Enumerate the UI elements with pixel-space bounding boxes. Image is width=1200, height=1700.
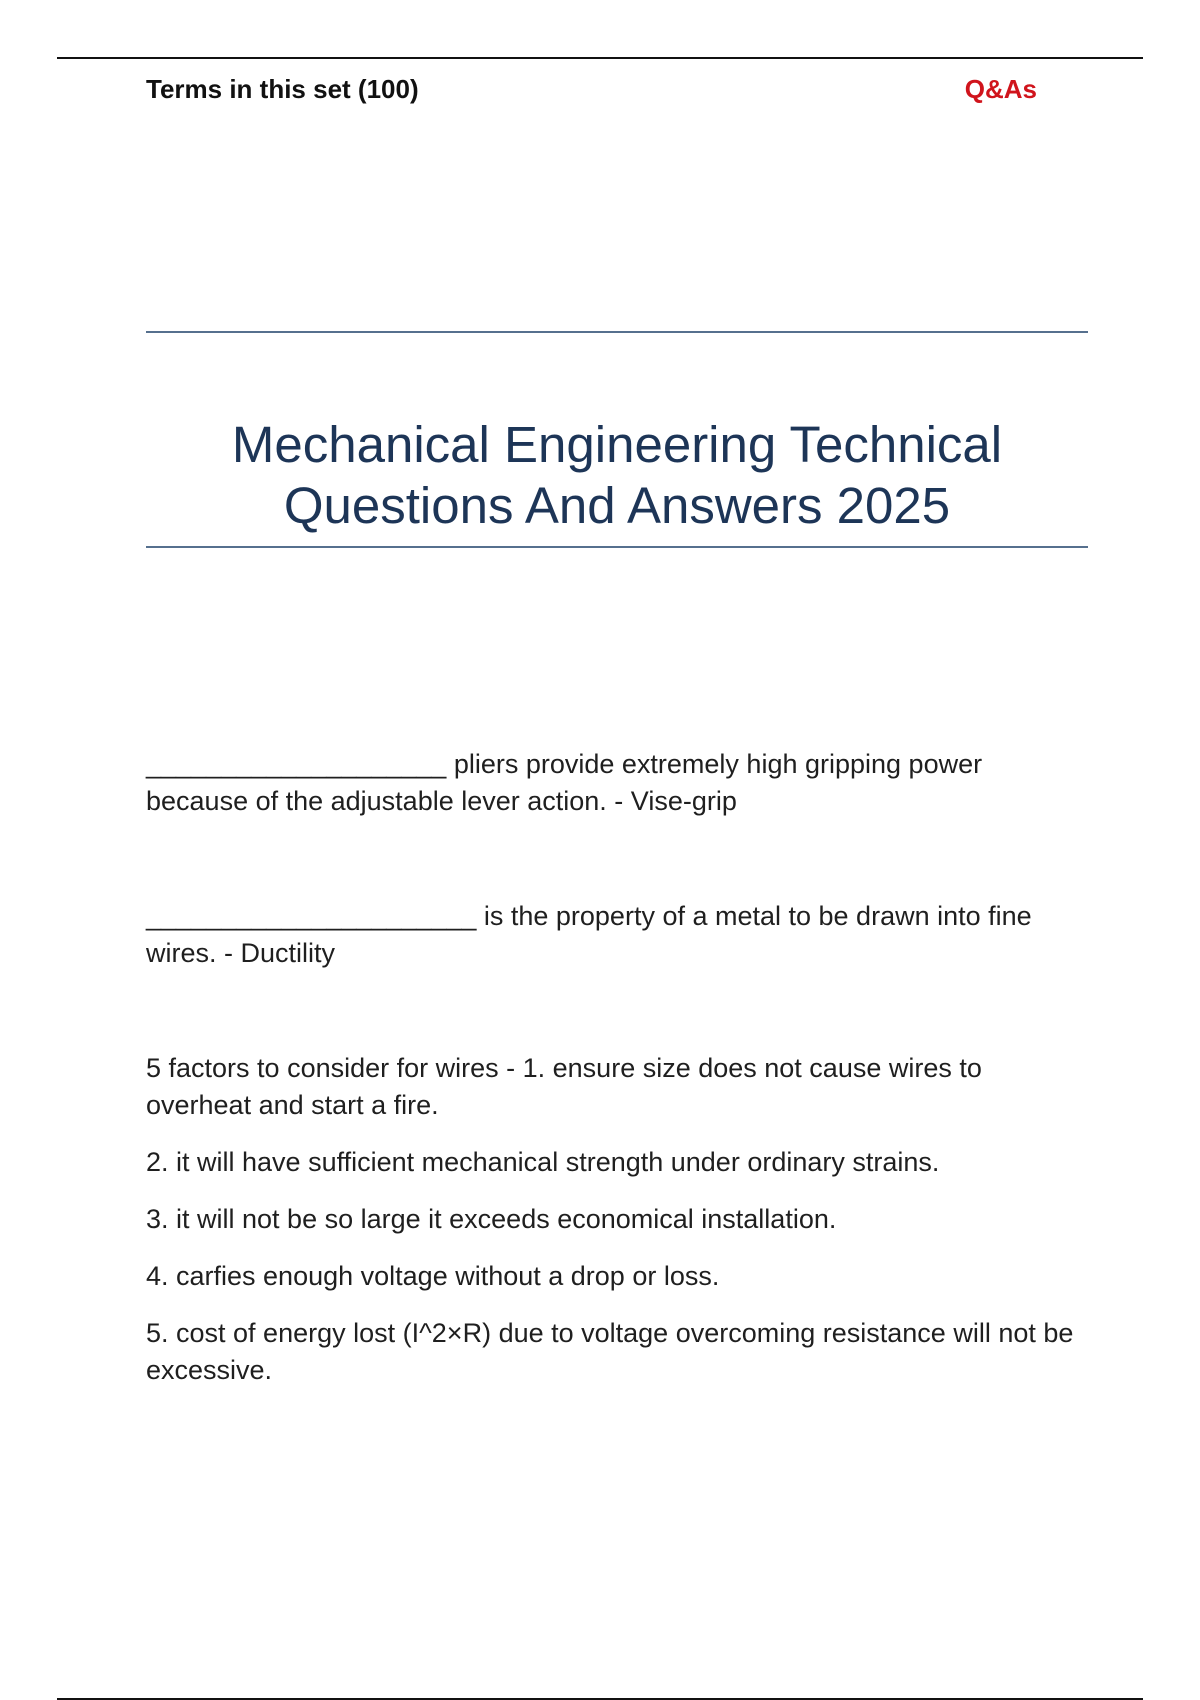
qa-item-vise-grip: ____________________ pliers provide extremely high gripping power because of the adjustable lever action. - Vise-grip — [146, 749, 983, 816]
qa-item-wire-factors — [146, 1050, 1088, 1389]
page-header — [146, 74, 1037, 105]
top-page-rule — [57, 57, 1143, 59]
wire-factor-5: 5. cost of energy lost (I^2×R) due to voltage overcoming resistance will not be excessive. — [146, 1318, 1074, 1385]
title-line-2: Questions And Answers 2025 — [283, 477, 951, 534]
qa-list — [146, 746, 1088, 1389]
wire-factor-4: 4. carfies enough voltage without a drop or loss. — [146, 1261, 720, 1291]
qa-tag-label: Q&As — [964, 74, 1037, 104]
wire-factor-3: 3. it will not be so large it exceeds economical installation. — [146, 1204, 837, 1234]
wire-factor-2: 2. it will have sufficient mechanical strength under ordinary strains. — [146, 1147, 940, 1177]
title-bottom-divider — [146, 546, 1088, 548]
title-line-1: Mechanical Engineering Technical — [231, 416, 1003, 473]
document-title — [146, 414, 1088, 536]
wire-factors-intro: 5 factors to consider for wires - 1. ensure size does not cause wires to overheat and start a fire. — [146, 1053, 982, 1120]
qa-item-ductility: ______________________ is the property of a metal to be drawn into fine wires. - Ductility — [146, 901, 1032, 968]
title-top-divider — [146, 331, 1088, 333]
terms-count-label: Terms in this set (100) — [146, 74, 419, 104]
